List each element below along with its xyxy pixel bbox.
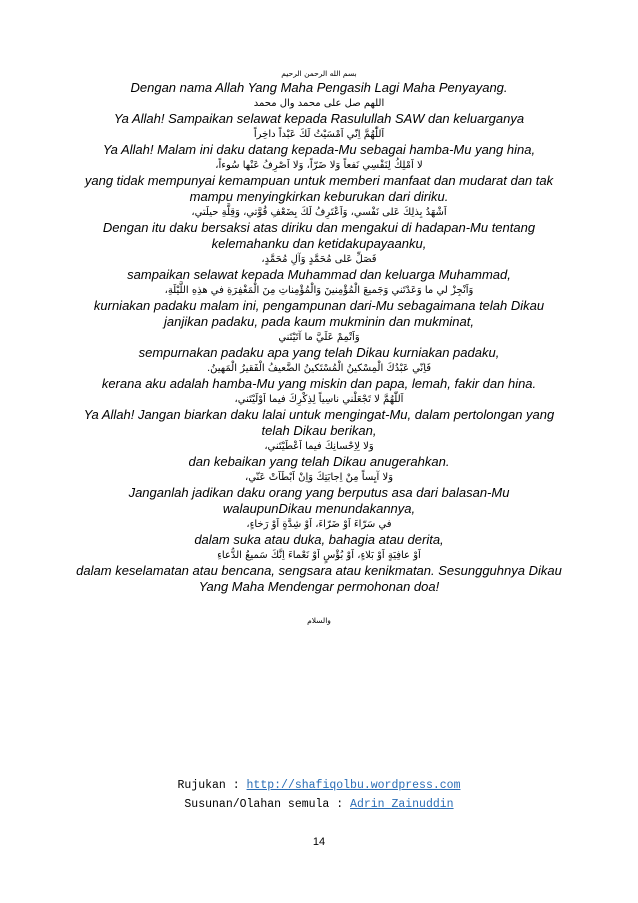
arabic-line: اَللّٰهُمَّ لا تَجْعَلْني ناسِياً لِذِكْرِكَ فيما اَوْلَيْتَني، (234, 394, 404, 405)
arabic-line: فَصَلِّ عَلى مُحَمَّدٍ وَآلِ مُحَمَّدٍ، (261, 254, 377, 265)
malay-line: sampaikan selawat kepada Muhammad dan keluarga Muhammad, (127, 267, 511, 282)
arabic-line: وَلا آيِساً مِنْ اِجابَتِكَ وَاِنْ اَبْطَاَتْ عَنّي، (244, 472, 394, 483)
arabic-line: اَوْ عافِيَةٍ اَوْ بَلاءٍ، اَوْ بُؤْسٍ اَوْ نَعْماءَ اِنَّكَ سَميعُ الدُّعاءِ (217, 550, 421, 561)
arabic-line: وَاَنْجِزْ لي ما وَعَدْتَني وَجَميعَ الْمُؤْمِنينَ وَالْمُؤْمِناتِ مِنَ الْمَغْفِرَةِ في هذِهِ اللَّيْلَةِ، (164, 285, 474, 296)
malay-line: Ya Allah! Jangan biarkan daku lalai untuk mengingat-Mu, dalam pertolongan yang (83, 407, 555, 422)
malay-line: Yang Maha Mendengar permohonan doa! (198, 579, 440, 594)
compiler-line (0, 795, 638, 814)
compiler-label: Susunan/Olahan semula : (184, 798, 351, 811)
malay-line: walaupunDikau menundakannya, (222, 501, 416, 516)
malay-line: kurniakan padaku malam ini, pengampunan dari-Mu sebagaimana telah Dikau (93, 298, 545, 313)
malay-line: kerana aku adalah hamba-Mu yang miskin dan papa, lemah, fakir dan hina. (101, 376, 537, 391)
malay-line: dalam keselamatan atau bencana, sengsara atau kenikmatan. Sesungguhnya Dikau (76, 563, 562, 578)
arabic-line: في سَرّاءَ اَوْ ضَرّاءَ، اَوْ شِدَّةٍ اَوْ رَخاءٍ، (246, 519, 392, 530)
source-label: Rujukan : (177, 779, 247, 792)
prayer-text (30, 68, 608, 627)
arabic-line: اَشْهَدُ بِذلِكَ عَلى نَفْسي، وَاَعْتَرِفُ لَكَ بِضَعْفِ قُوَّتي، وَقِلَّةِ حيلَتي، (191, 207, 447, 218)
spacer (30, 595, 608, 615)
malay-line: telah Dikau berikan, (261, 423, 377, 438)
arabic-line: وَلا لِاِحْسانِكَ فيما اَعْطَيْتَني، (264, 441, 374, 452)
malay-line: Dengan itu daku bersaksi atas diriku dan mengakui di hadapan-Mu tentang (102, 220, 536, 235)
arabic-line: اللهم صل على محمد وال محمد (253, 98, 385, 109)
arabic-line: بسم الله الرحمن الرحيم (281, 69, 357, 78)
source-link[interactable]: http://shafiqolbu.wordpress.com (246, 779, 461, 792)
arabic-line: فَاِنّي عَبْدُكَ الْمِسْكينُ الْمُسْتَكينُ الضَّعيفُ الْفَقيرُ الْمَهينُ. (206, 363, 432, 374)
malay-line: kelemahanku dan ketidakupayaanku, (211, 236, 427, 251)
arabic-line: اَللّٰهُمَّ اِنّي اَمْسَيْتُ لَكَ عَبْداً داخِراً (253, 129, 385, 140)
page-number: 14 (312, 836, 326, 848)
arabic-line: لا اَمْلِكُ لِنَفْسِي نَفعاً وَلا ضَرّاً، وَلا اَصْرِفُ عَنْها سُوءاً، (215, 160, 423, 171)
malay-line: Ya Allah! Sampaikan selawat kepada Rasulullah SAW dan keluarganya (113, 111, 525, 126)
malay-line: sempurnakan padaku apa yang telah Dikau kurniakan padaku, (138, 345, 500, 360)
references-block (0, 776, 638, 814)
malay-line: dalam suka atau duka, bahagia atau derita, (194, 532, 444, 547)
malay-line: dan kebaikan yang telah Dikau anugerahkan. (188, 454, 450, 469)
compiler-link[interactable]: Adrin Zainuddin (350, 798, 454, 811)
arabic-line: وَاَتْمِمْ عَلَيَّ ما آتَيْتَني (278, 332, 360, 343)
malay-line: yang tidak mempunyai kemampuan untuk memberi manfaat dan mudarat dan tak (84, 173, 554, 188)
malay-line: Dengan nama Allah Yang Maha Pengasih Lagi Maha Penyayang. (130, 80, 508, 95)
closing-salam: والسلام (307, 616, 331, 625)
malay-line: mampu menyingkirkan keburukan dari diriku. (189, 189, 449, 204)
malay-line: Janganlah jadikan daku orang yang berputus asa dari balasan-Mu (128, 485, 510, 500)
source-line (0, 776, 638, 795)
malay-line: janjikan padaku, pada kaum mukminin dan mukminat, (163, 314, 474, 329)
malay-line: Ya Allah! Malam ini daku datang kepada-Mu sebagai hamba-Mu yang hina, (102, 142, 536, 157)
